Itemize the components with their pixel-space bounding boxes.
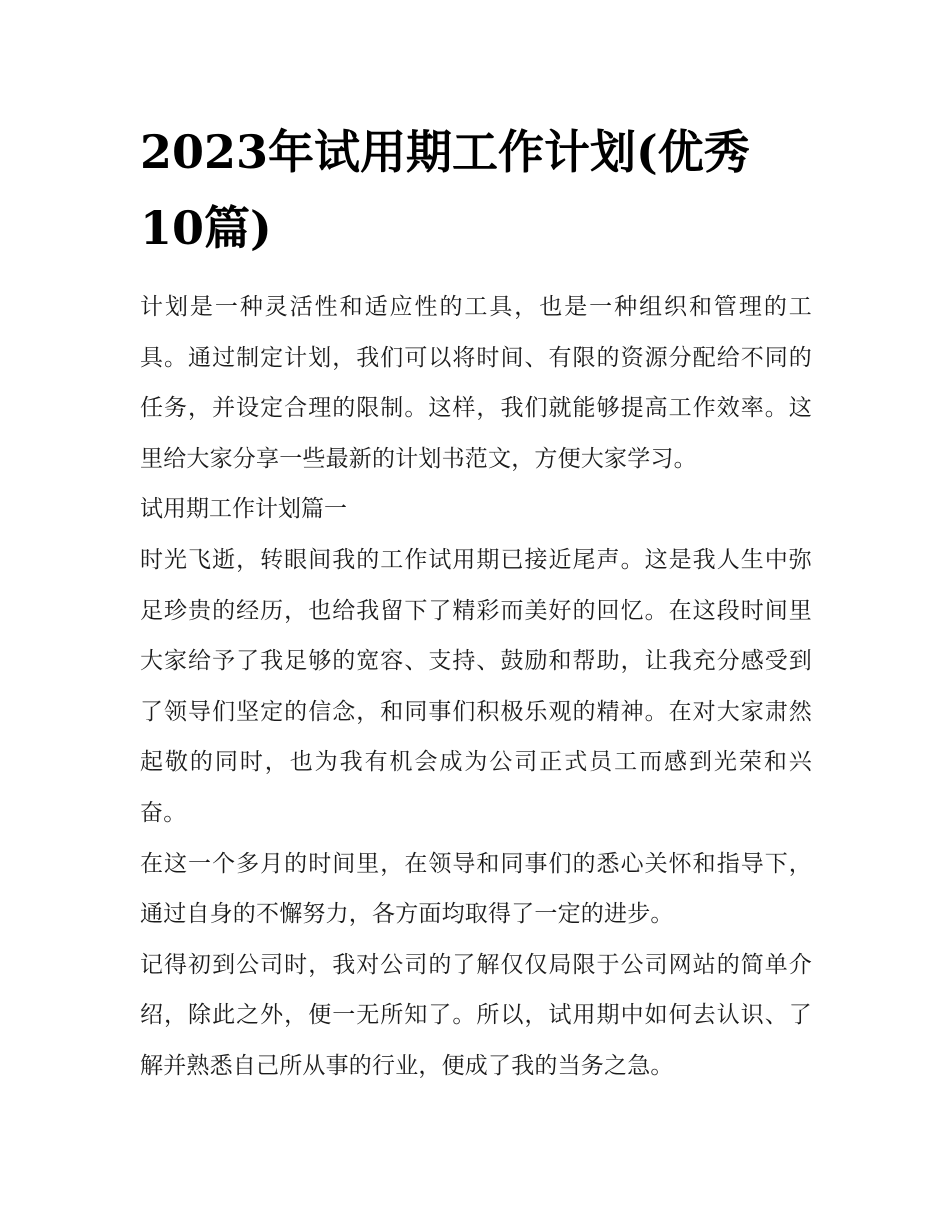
section-heading: 试用期工作计划篇一 [140, 496, 347, 523]
body-paragraph-3: 记得初到公司时，我对公司的了解仅仅局限于公司网站的简单介绍，除此之外，便一无所知了。所以，试用期中如何去认识、了解并熟悉自己所从事的行业，便成了我的当务之急。 [140, 951, 812, 1079]
document-title: 2023年试用期工作计划(优秀10篇) [140, 125, 750, 255]
body-paragraph-1: 时光飞逝，转眼间我的工作试用期已接近尾声。这是我人生中弥足珍贵的经历，也给我留下了精彩而美好的回忆。在这段时间里大家给予了我足够的宽容、支持、鼓励和帮助，让我充分感受到了领导们坚定的信念，和同事们积极乐观的精神。在对大家肃然起敬的同时，也为我有机会成为公司正式员工而感到光荣和兴奋。 [140, 546, 812, 826]
body-paragraph-2: 在这一个多月的时间里，在领导和同事们的悉心关怀和指导下，通过自身的不懈努力，各方面均取得了一定的进步。 [140, 850, 812, 928]
intro-paragraph: 计划是一种灵活性和适应性的工具，也是一种组织和管理的工具。通过制定计划，我们可以将时间、有限的资源分配给不同的任务，并设定合理的限制。这样，我们就能够提高工作效率。这里给大家分享一些最新的计划书范文，方便大家学习。 [140, 294, 812, 472]
document-body [140, 114, 812, 1092]
